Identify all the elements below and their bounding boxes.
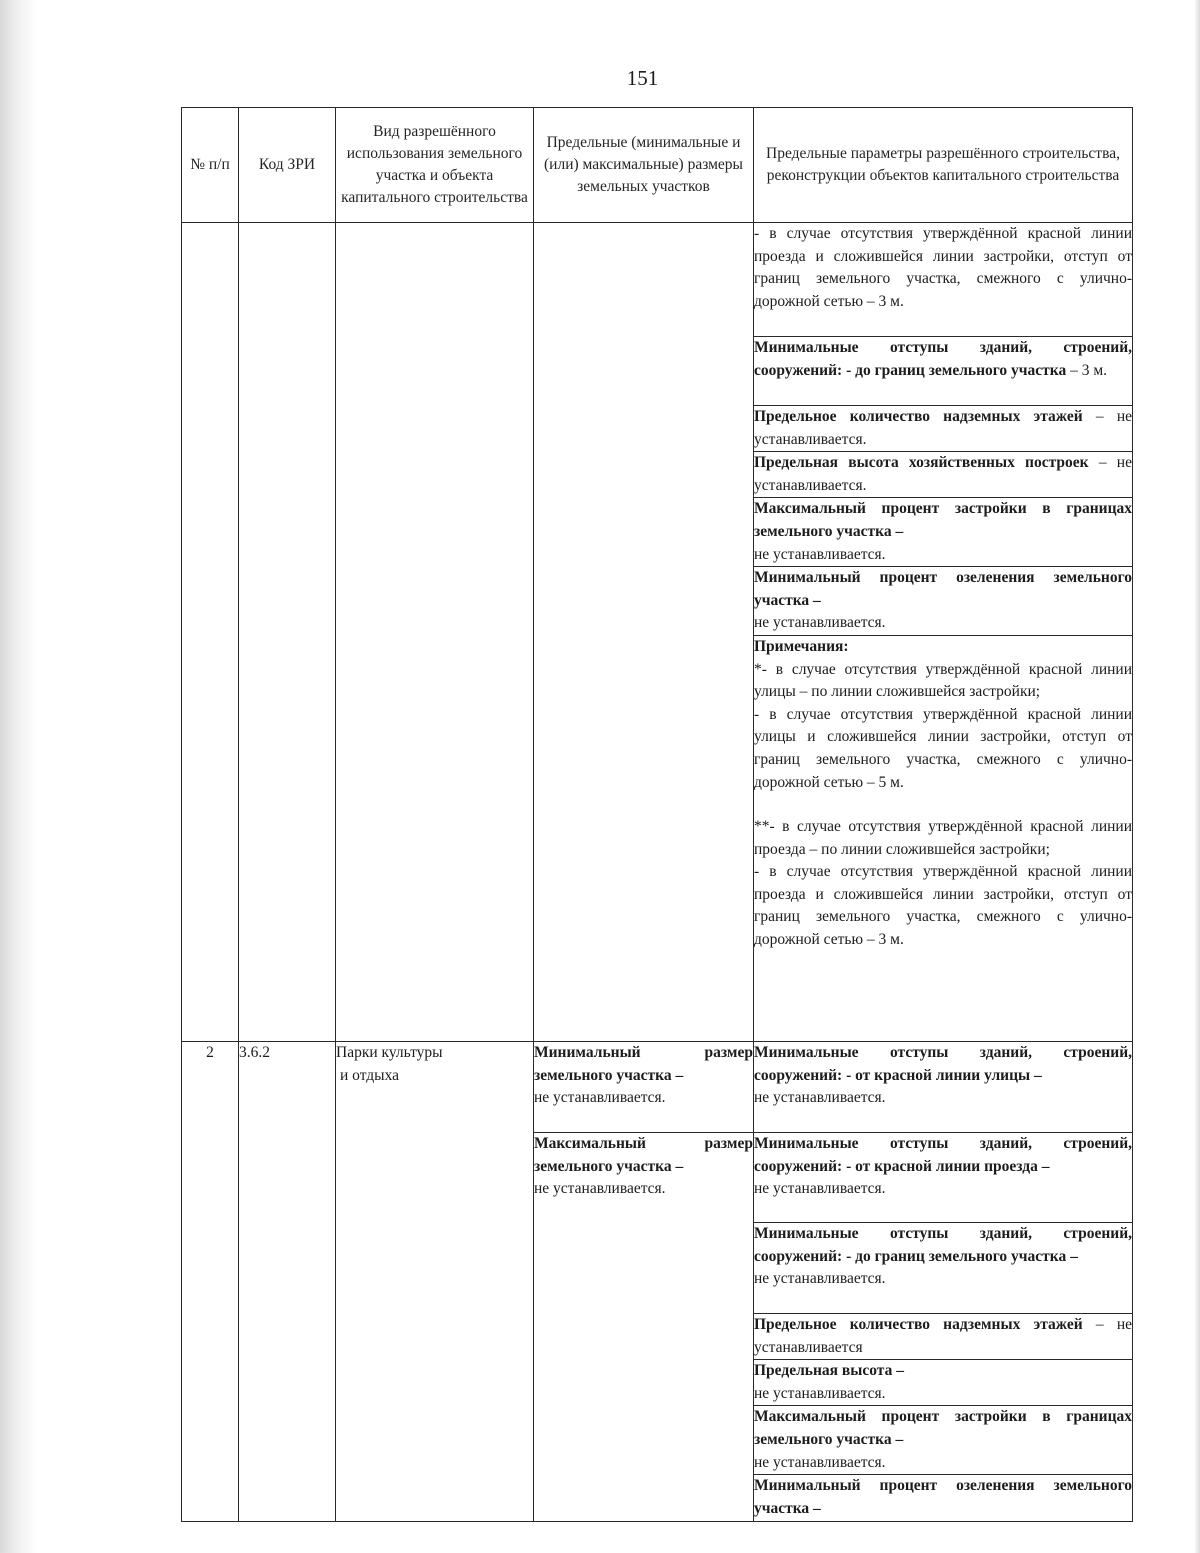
cell-continued-code — [239, 223, 336, 1042]
note-paragraph: *- в случае отсутствия утверждённой красной линии улицы – по линии сложившейся застройки; — [754, 660, 1132, 701]
param-cell: Предельная высота – не устанавливается. — [754, 1360, 1133, 1406]
cell-continued-use — [336, 223, 534, 1042]
param-cell: - в случае отсутствия утверждённой красной линии проезда и сложившейся линии застройки, отступ от границ земельного участка, смежного с улично-дорожной сетью – 3 м. — [754, 223, 1133, 337]
note-paragraph: - в случае отсутствия утверждённой красной линии улицы и сложившейся линии застройки, отступ от границ земельного участка, смежного с улично-дорожной сетью – 5 м. — [754, 705, 1132, 791]
size-cell: Максимальный размер земельного участка – не устанавливается. — [534, 1132, 754, 1521]
param-cell: Предельное количество надземных этажей – не устанавливается. — [754, 406, 1133, 452]
notes-title: Примечания: — [754, 637, 849, 655]
header-use-type: Вид разрешённого использования земельного участка и объекта капитального строительства — [336, 108, 534, 223]
header-code: Код ЗРИ — [239, 108, 336, 223]
size-cell: Минимальный размер земельного участка – не устанавливается. — [534, 1041, 754, 1132]
page-number: 151 — [626, 66, 659, 90]
header-number: № п/п — [182, 108, 239, 223]
param-cell: Максимальный процент застройки в границах земельного участка – не устанавливается. — [754, 498, 1133, 567]
param-cell: Минимальный процент озеленения земельного участка – — [754, 1475, 1133, 1522]
param-cell: Минимальные отступы зданий, строений, сооружений: - от красной линии улицы – не устанавливается. — [754, 1041, 1133, 1132]
param-cell: Предельная высота хозяйственных построек – не устанавливается. — [754, 452, 1133, 498]
table-row — [182, 1041, 1133, 1132]
param-cell: Минимальные отступы зданий, строений, сооружений: - до границ земельного участка – 3 м. — [754, 337, 1133, 406]
param-cell: Минимальный процент озеленения земельного участка – не устанавливается. — [754, 567, 1133, 636]
param-cell: Минимальные отступы зданий, строений, сооружений: - от красной линии проезда – не устанавливается. — [754, 1132, 1133, 1222]
note-paragraph: - в случае отсутствия утверждённой красной линии проезда и сложившейся линии застройки, отступ от границ земельного участка, смежного с улично-дорожной сетью – 3 м. — [754, 863, 1132, 949]
scan-shadow-left — [0, 0, 38, 1553]
cell-continued-number — [182, 223, 239, 1042]
row-use-type: Парки культуры и отдыха — [336, 1041, 534, 1521]
param-cell: Предельное количество надземных этажей – не устанавливается — [754, 1313, 1133, 1359]
table-header-row — [182, 108, 1133, 223]
param-cell: Минимальные отступы зданий, строений, сооружений: - до границ земельного участка – не устанавливается. — [754, 1222, 1133, 1313]
note-paragraph: **- в случае отсутствия утверждённой красной линии проезда – по линии сложившейся застройки; — [754, 818, 1132, 858]
header-plot-sizes: Предельные (минимальные и (или) максимальные) размеры земельных участков — [534, 108, 754, 223]
scan-shadow-right — [1194, 0, 1200, 1553]
cell-continued-sizes — [534, 223, 754, 1042]
regulations-table — [181, 107, 1133, 1522]
header-construction-params: Предельные параметры разрешённого строительства, реконструкции объектов капитального строительства — [754, 108, 1133, 223]
table-row — [182, 223, 1133, 337]
row-number: 2 — [182, 1041, 239, 1521]
notes-cell — [754, 635, 1133, 1041]
row-code: 3.6.2 — [239, 1041, 336, 1521]
param-cell: Максимальный процент застройки в границах земельного участка – не устанавливается. — [754, 1406, 1133, 1475]
